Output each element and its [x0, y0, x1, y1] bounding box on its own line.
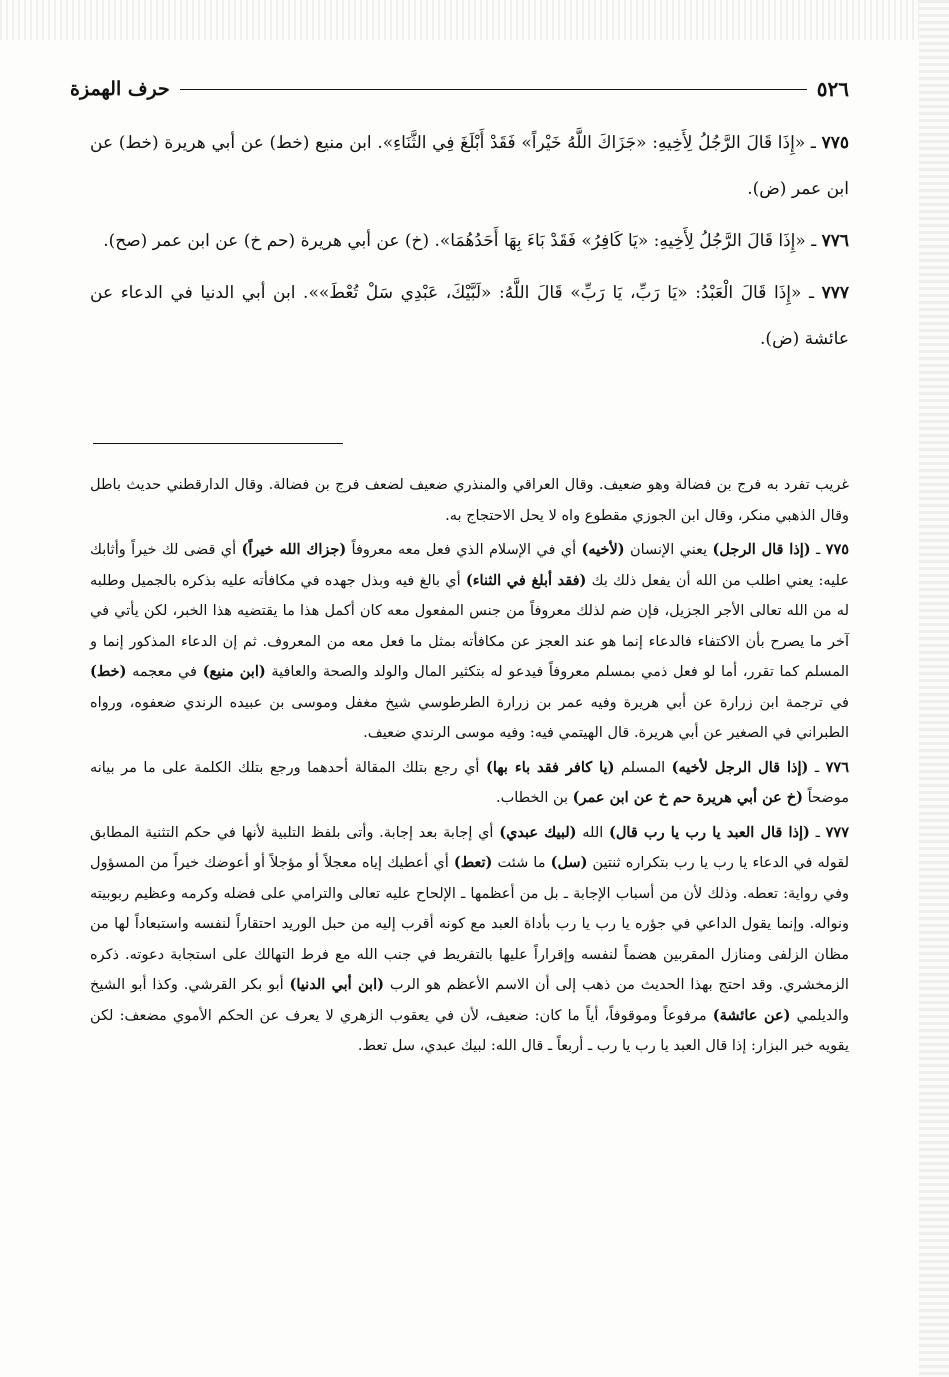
text-run: أي إجابة بعد إجابة. وأتى بلفظ التلبية لأنها في حكم التثنية المطابق لقوله في الدعاء يا رب يا رب بتكراره ثنتين [90, 824, 849, 871]
hadith-number: ٧٧٧ [821, 283, 849, 303]
bold-phrase: (جزاك الله خيراً) [241, 541, 347, 558]
commentary-number: ٧٧٧ [825, 823, 849, 841]
bold-phrase: (إذا قال العبد يا رب يا رب قال) [609, 823, 810, 841]
commentary-entry: ٧٧٧ ـ (إذا قال العبد يا رب يا رب قال) الله (لبيك عبدي) أي إجابة بعد إجابة. وأتى بلفظ التلبية لأنها في حكم التثنية المطابق لقوله في الدعاء يا رب يا رب بتكراره ثنتين (سل) ما شئت (تعط) أي أعطيك إياه معجلاً أو مؤجلاً أو أعوضك خيراً من المسؤول وفي رواية: تعطه. وذلك لأن من أسباب الإجابة ـ بل من أعظمها ـ الإلحاح عليه تعالى والترامي على فضله وكرمه وعظيم ربوبيته ونواله. وإنما يقول الداعي في جؤره يا رب يا رب بأداة العبد مع كونه أقرب إليه من حبل الوريد احتقاراً لنفسه واستبعاداً لها من مظان الزلفى ومنازل المقربين هضماً لنفسه وإقراراً عليها بالتفريط في جنب الله مع فرط التهالك على استجابة دعوته. ذكره الزمخشري. وقد احتج بهذا الحديث من ذهب إلى أن الاسم الأعظم هو الرب (ابن أبي الدنيا) أبو بكر القرشي. وكذا أبو الشيخ والديلمي (عن عائشة) مرفوعاً وموقوفاً، أياً ما كان: ضعيف، لأن في يعقوب الزهري لا يعرف عن الحكم الأموي مضعف: لكن يقويه خبر البزار: إذا قال العبد يا رب يا رب ـ أربعاً ـ قال الله: لبيك عبدي، سل تعط. [90, 823, 849, 1054]
hadith-text: «إِذَا قَالَ الْعَبْدُ: «يَا رَبِّ، يَا رَبِّ» قَالَ اللَّهُ: «لَبَّيْكَ، عَبْدِي سَلْ تُعْطَ»». ابن أبي الدنيا في الدعاء عن عائشة (ض). [90, 283, 849, 349]
text-run: أي رجع بتلك المقالة أحدهما ورجع بتلك الكلمة على ما مر بيانه موضحاً [90, 759, 849, 806]
bold-phrase: (إذا قال الرجل) [712, 541, 811, 558]
bold-phrase: (لبيك عبدي) [499, 823, 577, 841]
commentary-text [90, 760, 849, 807]
text-run: أي بالغ فيه وبذل جهده في مكافأته عليه بذكره بالجميل وطلبه له من الله تعالى الأجر الجزيل، فإن ضم لذلك معروفاً من جنس المفعول معه كان أكمل هذا ما يقتضيه هذا الخبر، لكن يأتي في آخر ما يصرح بأن الاكتفاء فالدعاء إنما هو عند العجز عن مكافأته بمثل ما فعل معه من المعروف. ثم إن الدعاء المذكور إنما و المسلم كما تقرر، أما لو فعل ذمي بمسلم معروفاً فيدعو له بتكثير المال والولد والصحة والعافية [90, 572, 850, 680]
commentary-entry: ٧٧٦ ـ (إذا قال الرجل لأخيه) المسلم (يا كافر فقد باء بها) أي رجع بتلك المقالة أحدهما ورجع بتلك الكلمة على ما مر بيانه موضحاً (خ عن أبي هريرة حم خ عن ابن عمر) بن الخطاب. [90, 758, 849, 806]
text-run: أي أعطيك إياه معجلاً أو مؤجلاً أو أعوضك خيراً من المسؤول وفي رواية: تعطه. وذلك لأن من أسباب الإجابة ـ بل من أعظمها ـ الإلحاح عليه تعالى والترامي على فضله وكرمه وعظيم ربوبيته ونواله. وإنما يقول الداعي في جؤره يا رب يا رب بأداة العبد مع كونه أقرب إليه من حبل الوريد احتقاراً لنفسه واستبعاداً لها من مظان الزلفى ومنازل المقربين هضماً لنفسه وإقراراً عليها بالتفريط في جنب الله مع فرط التهالك على استجابة دعوته. ذكره الزمخشري. وقد احتج بهذا الحديث من ذهب إلى أن الاسم الأعظم هو الرب [90, 855, 849, 993]
text-run: الله [576, 824, 609, 841]
text-run: أي في الإسلام الذي فعل معه معروفاً [346, 542, 582, 558]
bold-phrase: (عن عائشة) [712, 1006, 791, 1024]
scan-edge [919, 0, 949, 1377]
bold-phrase: (إذا قال الرجل لأخيه) [671, 758, 809, 776]
page-number: ٥٢٦ [816, 77, 849, 101]
commentary-text [90, 825, 849, 1055]
text-run: في ترجمة ابن زرارة عن أبي هريرة وفيه عمر بن زرارة الطرطوسي شيخ مغفل وموسى بن عبيده الرندي ضعفوه، ورواه الطبراني في الصغير عن أبي هريرة. قال الهيتمي فيه: وفيه موسى الرندي ضعيف. [90, 694, 849, 741]
commentary-text [90, 542, 849, 741]
bold-phrase: (ابن منيع) [202, 663, 266, 680]
bold-phrase: (فقد أبلغ في الثناء) [465, 571, 587, 589]
hadith-number: ٧٧٥ [821, 133, 849, 153]
hadith-number: ٧٧٦ [821, 231, 849, 251]
text-run: أي قضى لك خيراً وأثابك عليه: يعني اطلب من الله أن يفعل ذلك بك [90, 542, 849, 589]
bold-phrase: (خط) [90, 663, 127, 680]
text-run: أبو بكر القرشي. وكذا أبو الشيخ والديلمي [90, 977, 849, 1024]
hadith-list [90, 120, 849, 368]
text-run: بن الخطاب. [495, 790, 573, 806]
page-header [70, 74, 849, 104]
footnote-divider [93, 443, 343, 444]
bold-phrase: (خ عن أبي هريرة حم خ عن ابن عمر) [572, 789, 804, 806]
bold-phrase: (سل) [550, 854, 588, 871]
text-run: ما شئت [492, 855, 551, 871]
text-run: مرفوعاً وموقوفاً، أياً ما كان: ضعيف، لأن في يعقوب الزهري لا يعرف عن الحكم الأموي مضعف: لكن يقويه خبر البزار: إذا قال العبد يا رب يا رب ـ أربعاً ـ قال الله: لبيك عبدي، سل تعط. [90, 1007, 849, 1054]
hadith-text: «إِذَا قَالَ الرَّجُلُ لِأَخِيهِ: «جَزَاكَ اللَّهُ خَيْراً» فَقَدْ أَبْلَغَ فِي الثَّنَاءِ». ابن منيع (خط) عن أبي هريرة (خط) عن ابن عمر (ض). [90, 133, 849, 199]
bold-phrase: (لأخيه) [581, 541, 625, 558]
bold-phrase: (تعط) [453, 854, 493, 871]
header-rule [180, 89, 807, 90]
hadith-entry: ٧٧٧ ـ «إِذَا قَالَ الْعَبْدُ: «يَا رَبِّ، يَا رَبِّ» قَالَ اللَّهُ: «لَبَّيْكَ، عَبْدِي سَلْ تُعْطَ»». ابن أبي الدنيا في الدعاء عن عائشة (ض). [90, 283, 849, 349]
hadith-entry: ٧٧٦ ـ «إِذَا قَالَ الرَّجُلُ لِأَخِيهِ: «يَا كَافِرُ» فَقَدْ بَاءَ بِهَا أَحَدُهُمَا». (خ) عن أبي هريرة (حم خ) عن ابن عمر (صح). [103, 231, 849, 251]
commentary-entry: ٧٧٥ ـ (إذا قال الرجل) يعني الإنسان (لأخيه) أي في الإسلام الذي فعل معه معروفاً (جزاك الله خيراً) أي قضى لك خيراً وأثابك عليه: يعني اطلب من الله أن يفعل ذلك بك (فقد أبلغ في الثناء) أي بالغ فيه وبذل جهده في مكافأته عليه بذكره بالجميل وطلبه له من الله تعالى الأجر الجزيل، فإن ضم لذلك معروفاً من جنس المفعول معه كان أكمل هذا ما يقتضيه هذا الخبر، لكن يأتي في آخر ما يصرح بأن الاكتفاء فالدعاء إنما هو عند العجز عن مكافأته بمثل ما فعل معه من المعروف. ثم إن الدعاء المذكور إنما و المسلم كما تقرر، أما لو فعل ذمي بمسلم معروفاً فيدعو له بتكثير المال والولد والصحة والعافية (ابن منيع) في معجمه (خط) في ترجمة ابن زرارة عن أبي هريرة وفيه عمر بن زرارة الطرطوسي شيخ مغفل وموسى بن عبيده الرندي ضعفوه، ورواه الطبراني في الصغير عن أبي هريرة. قال الهيتمي فيه: وفيه موسى الرندي ضعيف. [90, 541, 850, 741]
hadith-entry: ٧٧٥ ـ «إِذَا قَالَ الرَّجُلُ لِأَخِيهِ: «جَزَاكَ اللَّهُ خَيْراً» فَقَدْ أَبْلَغَ فِي الثَّنَاءِ». ابن منيع (خط) عن أبي هريرة (خط) عن ابن عمر (ض). [90, 133, 849, 199]
section-title: حرف الهمزة [70, 78, 170, 100]
commentary-intro: غريب تفرد به فرج بن فضالة وهو ضعيف. وقال العراقي والمنذري ضعيف لضعف فرج بن فضالة. وقال الدارقطني حديث باطل وقال الذهبي منكر، وقال ابن الجوزي مقطوع واه لا يحل الاحتجاج به. [90, 477, 849, 524]
bold-phrase: (ابن أبي الدنيا) [289, 976, 384, 993]
hadith-text: «إِذَا قَالَ الرَّجُلُ لِأَخِيهِ: «يَا كَافِرُ» فَقَدْ بَاءَ بِهَا أَحَدُهُمَا». (خ) عن أبي هريرة (حم خ) عن ابن عمر (صح). [103, 231, 806, 251]
text-run: في معجمه [126, 664, 203, 680]
text-run: المسلم [614, 759, 672, 776]
commentary [90, 470, 849, 1062]
scan-top-band [0, 0, 949, 40]
bold-phrase: (يا كافر فقد باء بها) [485, 758, 615, 776]
commentary-number: ٧٧٥ [825, 541, 850, 558]
commentary-number: ٧٧٦ [825, 758, 849, 776]
text-run: يعني الإنسان [624, 542, 713, 558]
